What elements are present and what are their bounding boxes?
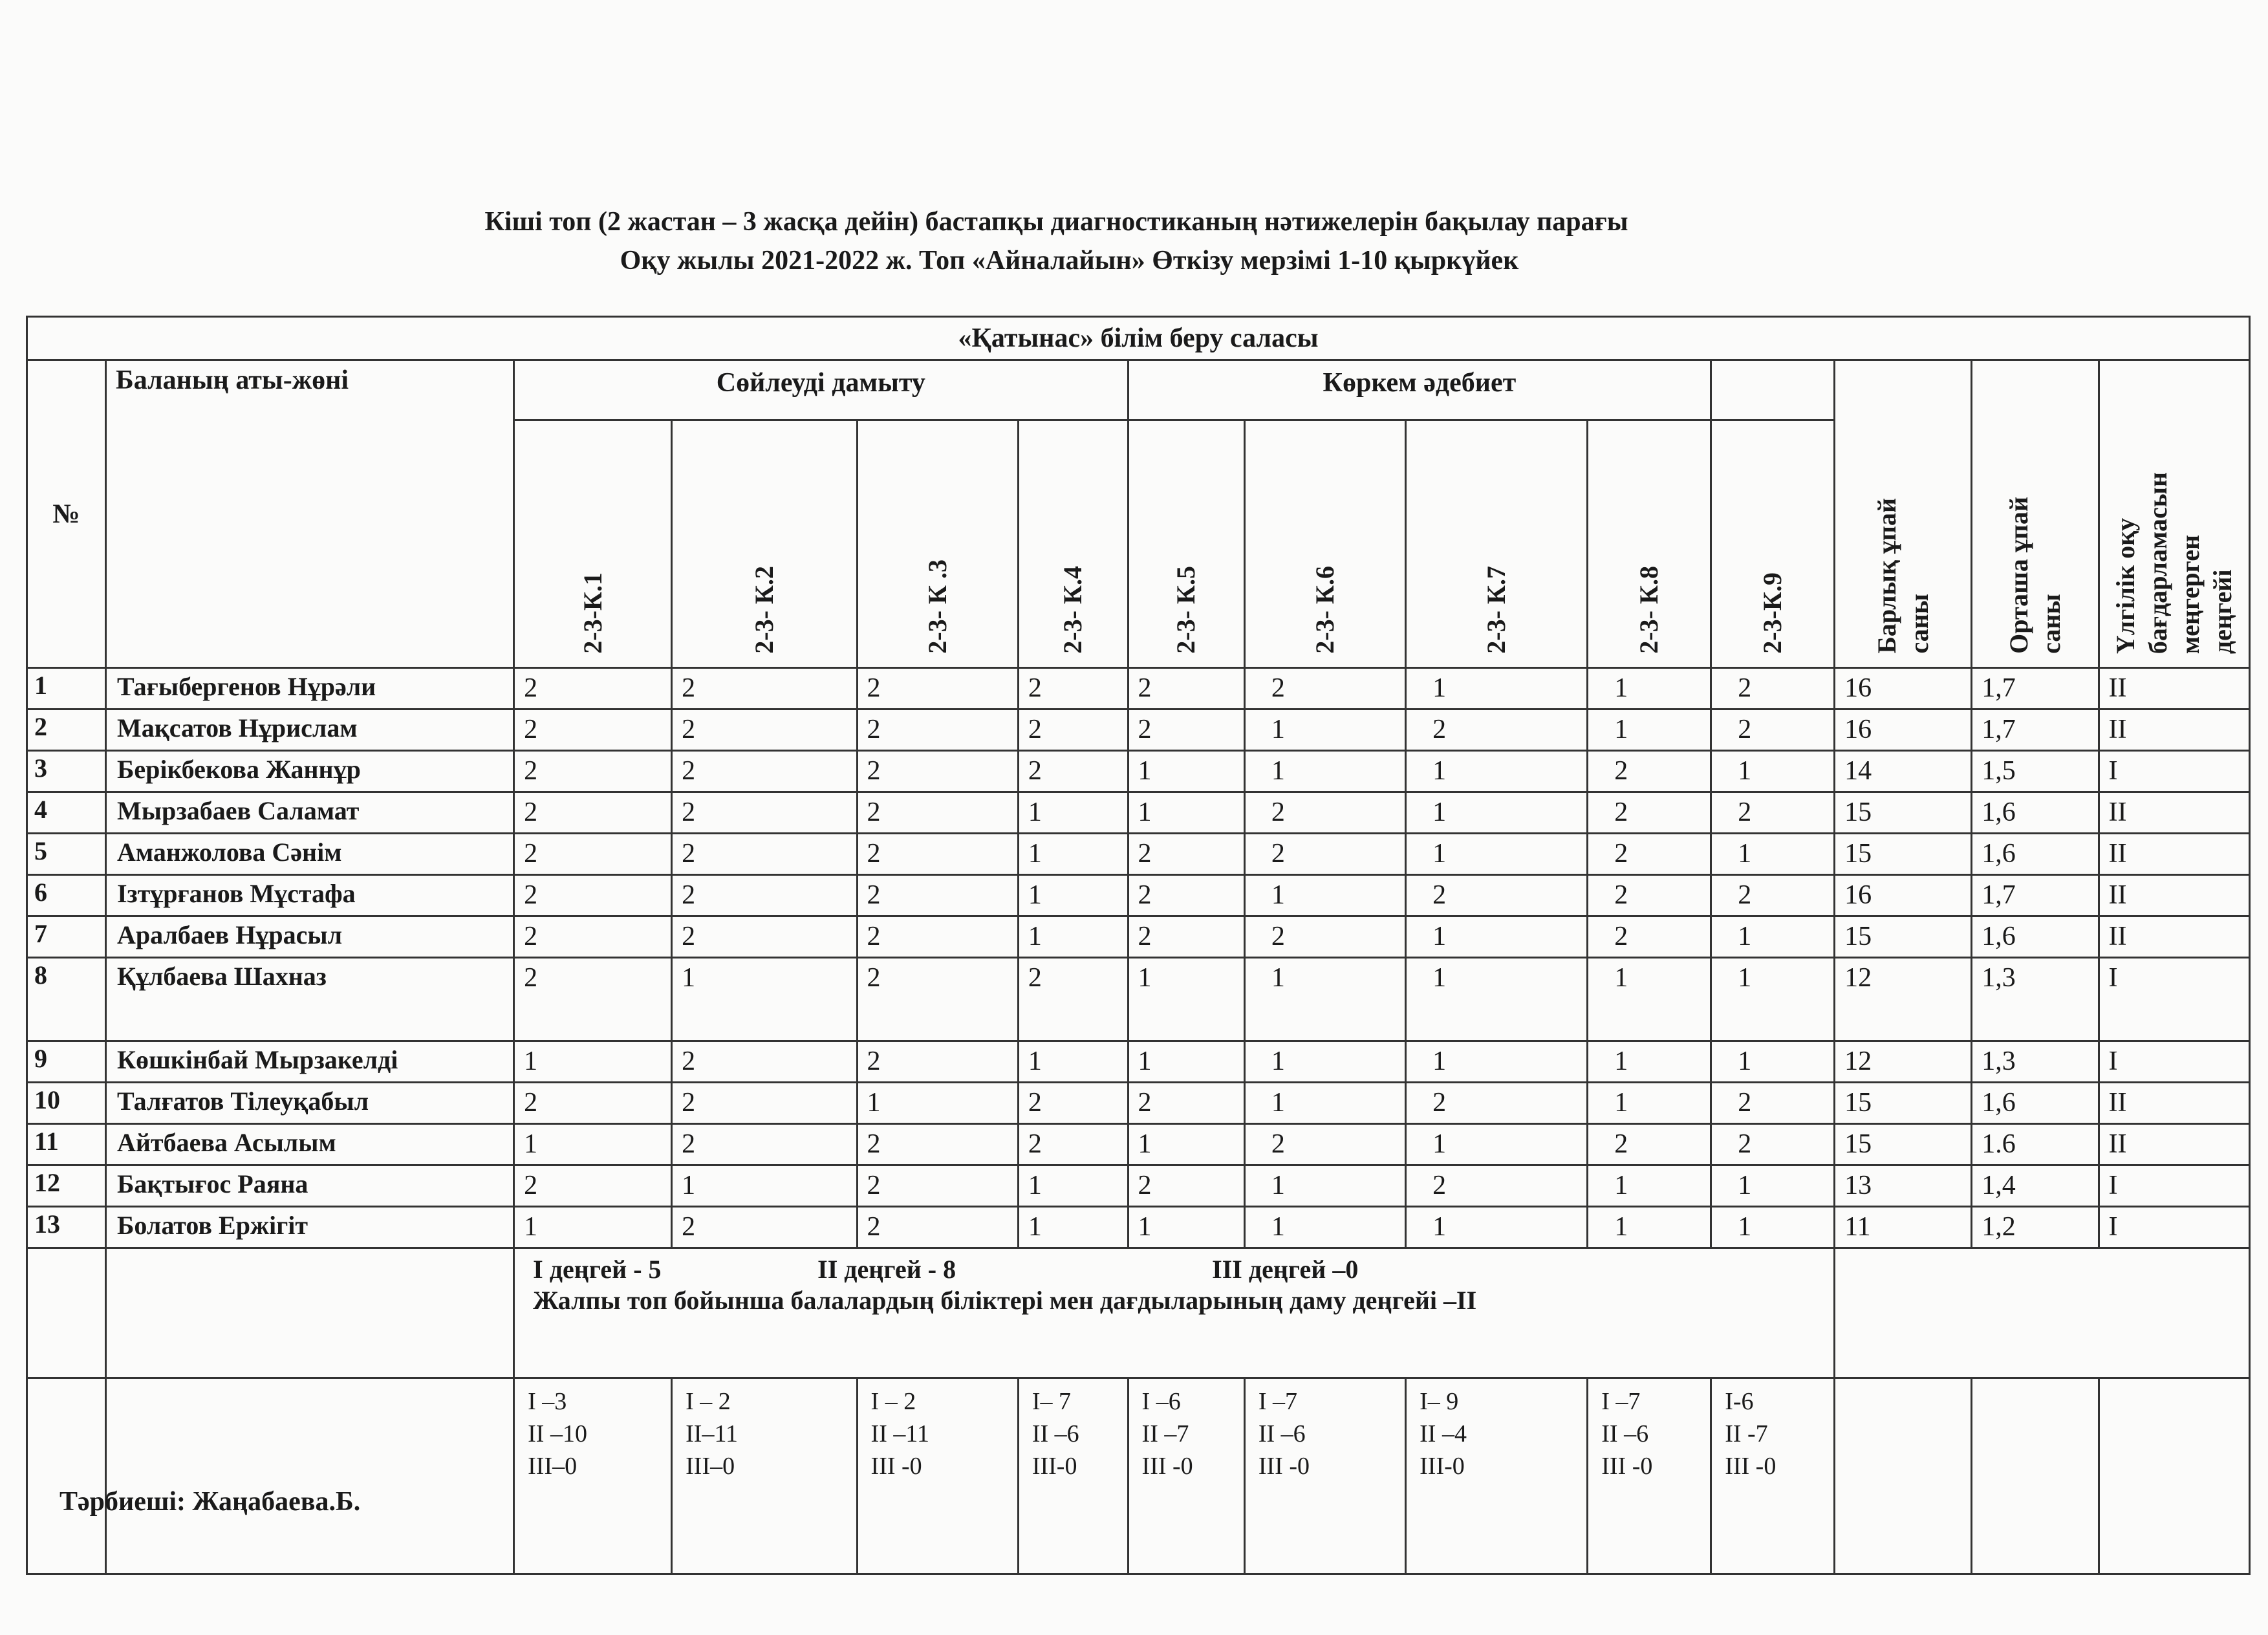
level-distribution: I– 9 II –4 III-0 [1406,1378,1588,1574]
score-cell: 2 [857,751,1018,792]
score-cell: 2 [1711,1124,1835,1165]
average-header: Орташа ұпай саны [2003,497,2066,654]
child-name: Бақтығос Раяна [105,1165,513,1207]
score-cell: 1 [1588,958,1711,1041]
score-cell: 2 [1588,834,1711,875]
score-cell: 1 [1406,792,1588,834]
table-row [27,751,2250,792]
score-cell: 2 [1244,916,1405,958]
score-cell: 2 [514,709,672,751]
level-distribution: I-6 II -7 III -0 [1711,1378,1835,1574]
score-cell: 2 [857,1124,1018,1165]
score-cell: 2 [672,792,857,834]
level-header-cell [2099,360,2249,668]
total-header-cell [1835,360,1972,668]
row-number: 8 [27,958,106,1041]
score-cell: 2 [857,792,1018,834]
child-name: Аралбаев Нұрасыл [105,916,513,958]
score-cell: 1 [1244,1165,1405,1207]
code-header-cell [1018,420,1128,668]
average-score: 1,7 [1972,709,2099,751]
row-number: 6 [27,875,106,916]
total-score: 15 [1835,834,1972,875]
average-score: 1,6 [1972,792,2099,834]
average-score: 1,3 [1972,958,2099,1041]
child-name: Көшкінбай Мырзакелді [105,1041,513,1083]
name-header: Баланың аты-жөні [105,360,513,668]
level-cell: I [2099,751,2249,792]
score-cell: 1 [1018,1041,1128,1083]
level-distribution: I– 7 II –6 III-0 [1018,1378,1128,1574]
score-cell: 1 [514,1124,672,1165]
level-distribution: I –6 II –7 III -0 [1128,1378,1244,1574]
code-header: 2-3- К.5 [1171,566,1201,654]
score-cell: 1 [1244,709,1405,751]
table-row [27,709,2250,751]
code-header-cell [1711,420,1835,668]
score-cell: 2 [1128,668,1244,709]
level-header: Үлгілік оқу бағдарламасын меңгерген деңгейі [2110,471,2237,654]
level-cell: II [2099,1124,2249,1165]
score-cell: 2 [1018,668,1128,709]
score-cell: 2 [672,1207,857,1248]
score-cell: 1 [1406,1041,1588,1083]
row-number: 5 [27,834,106,875]
level-distribution: I –7 II –6 III -0 [1588,1378,1711,1574]
score-cell: 2 [514,792,672,834]
child-name: Берікбекова Жаннұр [105,751,513,792]
code-header-cell [1406,420,1588,668]
score-cell: 2 [1711,792,1835,834]
average-score: 1,4 [1972,1165,2099,1207]
score-cell: 1 [1244,751,1405,792]
score-cell: 2 [857,916,1018,958]
dist-blank-avg [1972,1378,2099,1574]
blank-subheader [1711,360,1835,420]
table-row [27,1124,2250,1165]
child-name: Тағыбергенов Нұрәли [105,668,513,709]
score-cell: 2 [857,1207,1018,1248]
score-cell: 2 [514,751,672,792]
score-cell: 2 [857,834,1018,875]
child-name: Айтбаева Асылым [105,1124,513,1165]
row-number: 3 [27,751,106,792]
level-cell: II [2099,709,2249,751]
row-number: 1 [27,668,106,709]
total-score: 11 [1835,1207,1972,1248]
score-cell: 1 [1711,1041,1835,1083]
score-cell: 2 [672,1041,857,1083]
code-header-cell [672,420,857,668]
level-cell: II [2099,792,2249,834]
table-row [27,1041,2250,1083]
score-cell: 2 [1588,792,1711,834]
level-cell: II [2099,916,2249,958]
score-cell: 1 [1406,1124,1588,1165]
table-row [27,668,2250,709]
score-cell: 2 [514,875,672,916]
score-cell: 2 [1018,1124,1128,1165]
level-2-count: II деңгей - 8 [817,1255,956,1284]
literature-header: Көркем әдебиет [1128,360,1711,420]
row-number: 12 [27,1165,106,1207]
average-score: 1,5 [1972,751,2099,792]
level-3-count: III деңгей –0 [1212,1255,1359,1284]
score-cell: 1 [1711,751,1835,792]
summary-blank-name [105,1248,513,1378]
code-header: 2-3-К.1 [578,572,607,654]
code-header: 2-3- К.2 [749,566,779,654]
total-score: 16 [1835,875,1972,916]
score-cell: 1 [1406,834,1588,875]
score-cell: 1 [672,1165,857,1207]
top-spacer [27,277,2250,317]
total-score: 13 [1835,1165,1972,1207]
row-number: 13 [27,1207,106,1248]
average-header-cell [1972,360,2099,668]
score-cell: 2 [857,875,1018,916]
child-name: Мақсатов Нұрислам [105,709,513,751]
table-row [27,958,2250,1041]
score-cell: 1 [1588,1207,1711,1248]
score-cell: 2 [1711,668,1835,709]
score-cell: 1 [1018,1165,1128,1207]
score-cell: 2 [1128,916,1244,958]
code-header: 2-3- К .3 [922,559,952,654]
score-cell: 2 [1128,875,1244,916]
title-line-1: Кіші топ (2 жастан – 3 жасқа дейін) бастапқы диагностиканың нәтижелерін бақылау парағы [484,207,1628,237]
score-cell: 1 [672,958,857,1041]
score-cell: 2 [1244,834,1405,875]
score-cell: 2 [672,916,857,958]
score-cell: 2 [1018,709,1128,751]
level-cell: II [2099,1083,2249,1124]
score-cell: 2 [857,958,1018,1041]
row-number: 2 [27,709,106,751]
dist-blank-name [105,1378,513,1574]
area-title: «Қатынас» білім беру саласы [27,317,2250,360]
score-cell: 1 [1244,1207,1405,1248]
average-score: 1,7 [1972,668,2099,709]
level-distribution: I – 2 II –11 III -0 [857,1378,1018,1574]
level-distribution: I –3 II –10 III–0 [514,1378,672,1574]
code-header-cell [1588,420,1711,668]
score-cell: 2 [1244,792,1405,834]
level-cell: II [2099,668,2249,709]
score-cell: 2 [1588,916,1711,958]
child-name: Болатов Ержігіт [105,1207,513,1248]
score-cell: 1 [1588,709,1711,751]
level-cell: I [2099,1207,2249,1248]
score-cell: 2 [514,1083,672,1124]
child-name: Мырзабаев Саламат [105,792,513,834]
score-cell: 2 [514,668,672,709]
score-cell: 2 [672,1083,857,1124]
table-row [27,1165,2250,1207]
score-cell: 1 [1711,1165,1835,1207]
total-score: 16 [1835,709,1972,751]
total-score: 16 [1835,668,1972,709]
total-score: 12 [1835,958,1972,1041]
total-header: Барлық ұпай саны [1872,498,1934,654]
score-cell: 1 [1128,751,1244,792]
score-cell: 1 [1018,916,1128,958]
score-cell: 2 [1588,1124,1711,1165]
score-cell: 2 [1406,1165,1588,1207]
code-header: 2-3- К.8 [1634,566,1664,654]
score-cell: 2 [1588,875,1711,916]
score-cell: 2 [1018,751,1128,792]
score-cell: 2 [514,958,672,1041]
score-cell: 2 [672,751,857,792]
summary-blank-right [1835,1248,2250,1378]
score-cell: 1 [1588,1165,1711,1207]
title-line-2: Оқу жылы 2021-2022 ж. Топ «Айналайын» Өткізу мерзімі 1-10 қыркүйек [620,246,1519,276]
score-cell: 1 [1128,1124,1244,1165]
row-number: 7 [27,916,106,958]
score-cell: 2 [1406,875,1588,916]
level-distribution: I –7 II –6 III -0 [1244,1378,1405,1574]
score-cell: 1 [1711,834,1835,875]
code-header-cell [1128,420,1244,668]
score-cell: 2 [514,916,672,958]
code-header: 2-3- К.4 [1058,566,1088,654]
score-cell: 2 [514,1165,672,1207]
child-name: Құлбаева Шахназ [105,958,513,1041]
table-row [27,1083,2250,1124]
score-cell: 1 [1588,1083,1711,1124]
score-cell: 2 [1128,709,1244,751]
table-row [27,916,2250,958]
total-score: 15 [1835,1124,1972,1165]
table-row [27,875,2250,916]
score-cell: 2 [1711,709,1835,751]
score-cell: 1 [1711,916,1835,958]
level-cell: I [2099,1165,2249,1207]
row-number: 4 [27,792,106,834]
average-score: 1,7 [1972,875,2099,916]
code-header-cell [514,420,672,668]
child-name: Ізтұрғанов Мұстафа [105,875,513,916]
score-cell: 1 [514,1207,672,1248]
level-cell: I [2099,1041,2249,1083]
summary-cell [514,1248,1835,1378]
score-cell: 1 [1588,668,1711,709]
level-cell: I [2099,958,2249,1041]
score-cell: 1 [1406,668,1588,709]
score-cell: 1 [1018,834,1128,875]
average-score: 1,6 [1972,1083,2099,1124]
number-header: № [27,360,106,668]
average-score: 1,6 [1972,834,2099,875]
teacher-signature: Тәрбиеші: Жаңабаева.Б. [59,1487,361,1517]
score-cell: 2 [1018,1083,1128,1124]
score-cell: 2 [1244,1124,1405,1165]
level-1-count: I деңгей - 5 [533,1255,662,1284]
total-score: 15 [1835,916,1972,958]
level-cell: II [2099,875,2249,916]
score-cell: 2 [1018,958,1128,1041]
score-cell: 2 [514,834,672,875]
score-cell: 1 [1018,792,1128,834]
score-cell: 1 [1588,1041,1711,1083]
score-cell: 1 [1128,958,1244,1041]
table-row [27,1207,2250,1248]
score-cell: 2 [1128,1083,1244,1124]
score-cell: 2 [672,834,857,875]
score-cell: 2 [857,709,1018,751]
dist-blank-level [2099,1378,2249,1574]
score-cell: 2 [672,875,857,916]
score-cell: 1 [1018,875,1128,916]
score-cell: 1 [1406,1207,1588,1248]
total-score: 15 [1835,1083,1972,1124]
score-cell: 1 [1128,1207,1244,1248]
score-cell: 2 [672,668,857,709]
score-cell: 2 [1128,834,1244,875]
row-number: 11 [27,1124,106,1165]
code-header-cell [1244,420,1405,668]
score-cell: 1 [1711,958,1835,1041]
score-cell: 2 [1588,751,1711,792]
total-score: 14 [1835,751,1972,792]
level-distribution: I – 2 II–11 III–0 [672,1378,857,1574]
average-score: 1,6 [1972,916,2099,958]
score-cell: 2 [857,668,1018,709]
row-number: 10 [27,1083,106,1124]
level-cell: II [2099,834,2249,875]
score-cell: 2 [672,1124,857,1165]
score-cell: 1 [1244,875,1405,916]
score-cell: 1 [1406,751,1588,792]
score-cell: 1 [857,1083,1018,1124]
score-cell: 2 [1711,1083,1835,1124]
summary-blank-no [27,1248,106,1378]
score-cell: 2 [1406,1083,1588,1124]
score-cell: 2 [857,1165,1018,1207]
score-cell: 2 [1128,1165,1244,1207]
score-cell: 2 [1711,875,1835,916]
score-cell: 2 [857,1041,1018,1083]
score-cell: 1 [1244,1041,1405,1083]
score-cell: 2 [1244,668,1405,709]
score-cell: 1 [1711,1207,1835,1248]
total-score: 15 [1835,792,1972,834]
dist-blank-no [27,1378,106,1574]
speech-header: Сөйлеуді дамыту [514,360,1128,420]
score-cell: 1 [1406,916,1588,958]
average-score: 1.6 [1972,1124,2099,1165]
score-cell: 2 [672,709,857,751]
score-cell: 2 [1406,709,1588,751]
average-score: 1,2 [1972,1207,2099,1248]
score-cell: 1 [1128,792,1244,834]
results-table [26,277,2251,1575]
code-header: 2-3-К.9 [1758,572,1787,654]
total-score: 12 [1835,1041,1972,1083]
child-name: Талғатов Тілеуқабыл [105,1083,513,1124]
child-name: Аманжолова Сәнім [105,834,513,875]
dist-blank-total [1835,1378,1972,1574]
average-score: 1,3 [1972,1041,2099,1083]
code-header-cell [857,420,1018,668]
score-cell: 1 [1406,958,1588,1041]
overall-level: Жалпы топ бойынша балалардың біліктері мен дағдыларының даму деңгейі –II [533,1286,1477,1315]
score-cell: 1 [1018,1207,1128,1248]
score-cell: 1 [514,1041,672,1083]
row-number: 9 [27,1041,106,1083]
code-header: 2-3- К.7 [1482,566,1511,654]
table-row [27,792,2250,834]
code-header: 2-3- К.6 [1310,566,1340,654]
score-cell: 1 [1128,1041,1244,1083]
score-cell: 1 [1244,958,1405,1041]
table-row [27,834,2250,875]
score-cell: 1 [1244,1083,1405,1124]
